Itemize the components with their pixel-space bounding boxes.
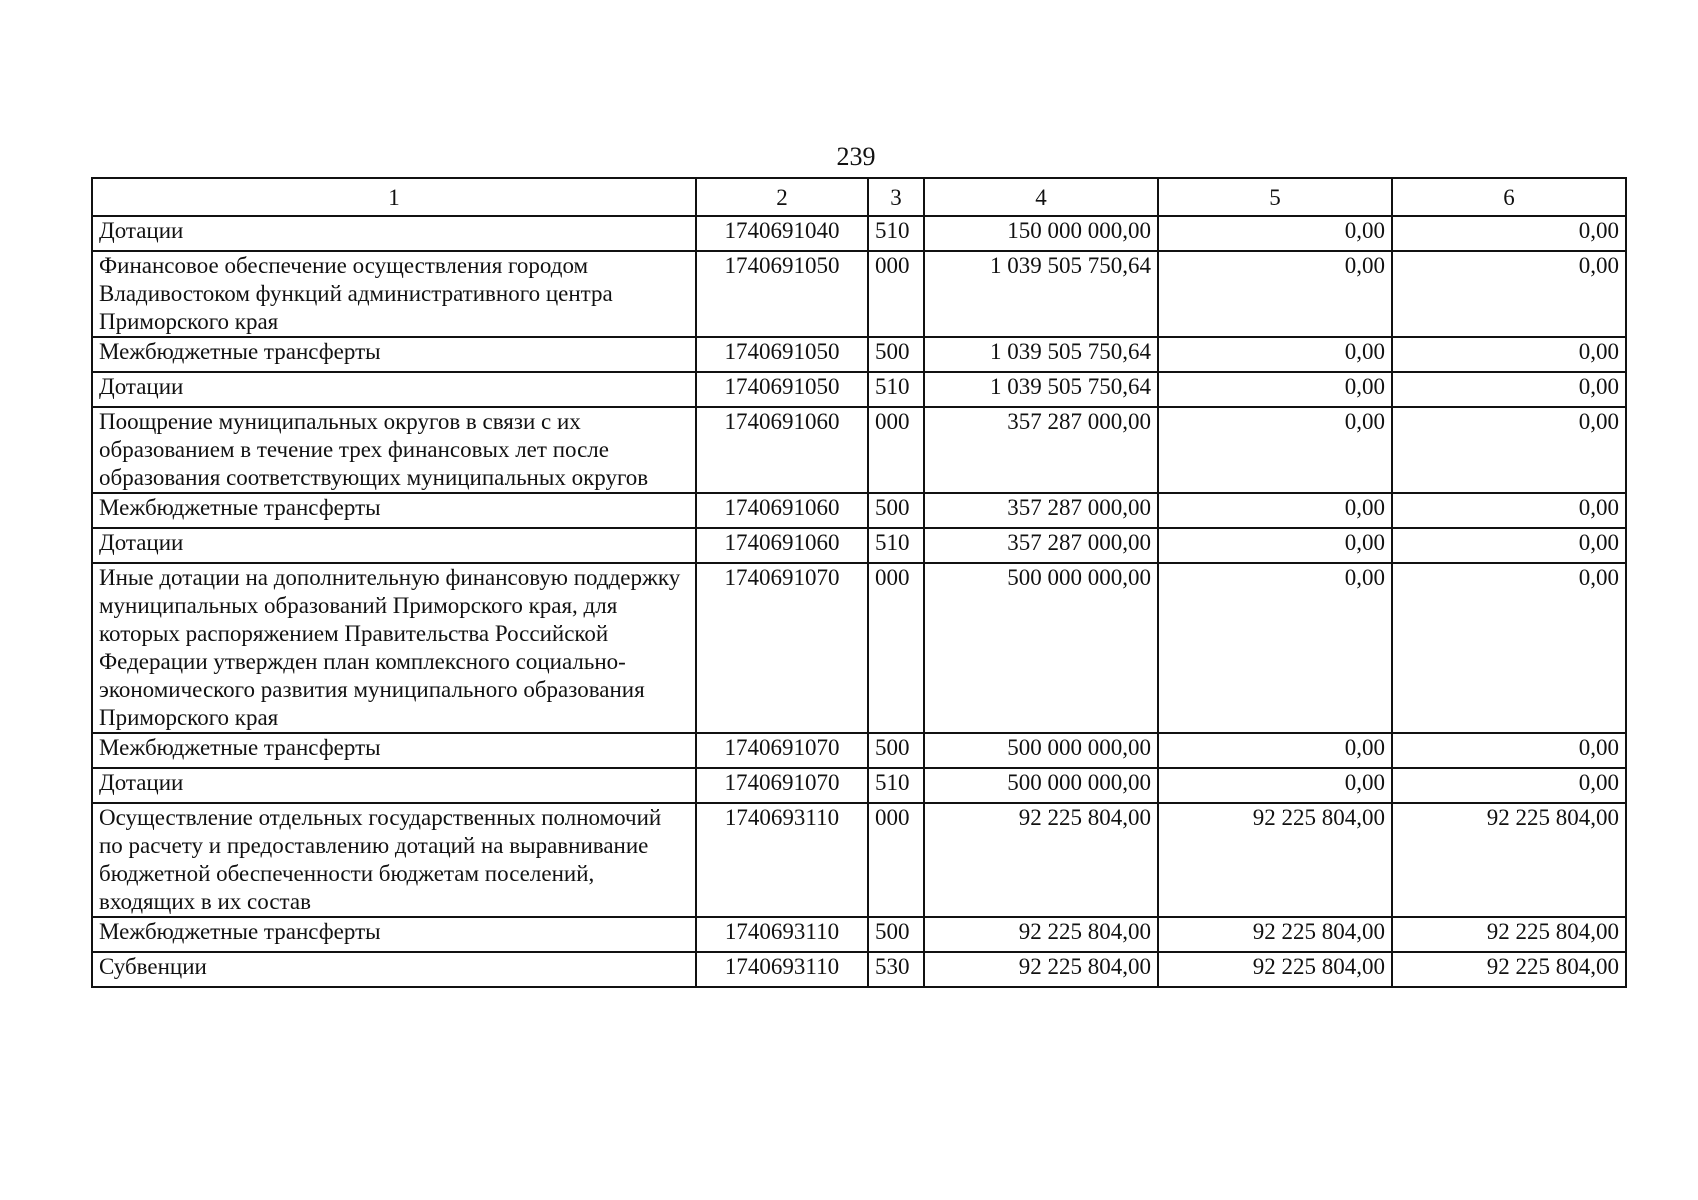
row-value-4: 150 000 000,00 — [924, 216, 1158, 251]
row-code: 1740691040 — [696, 216, 868, 251]
row-value-5: 0,00 — [1158, 768, 1392, 803]
table-row — [92, 528, 1626, 563]
row-name: Поощрение муниципальных округов в связи с их образованием в течение трех финансовых лет после образования соответствующих муниципальных округов — [92, 407, 696, 493]
table-row — [92, 372, 1626, 407]
row-code: 1740691060 — [696, 407, 868, 493]
row-value-5: 92 225 804,00 — [1158, 803, 1392, 917]
row-type: 510 — [868, 528, 924, 563]
row-value-4: 92 225 804,00 — [924, 803, 1158, 917]
row-type: 510 — [868, 216, 924, 251]
row-value-5: 0,00 — [1158, 407, 1392, 493]
row-type: 510 — [868, 372, 924, 407]
row-type: 000 — [868, 407, 924, 493]
row-value-4: 500 000 000,00 — [924, 563, 1158, 733]
row-code: 1740691050 — [696, 251, 868, 337]
row-name: Дотации — [92, 216, 696, 251]
row-value-4: 92 225 804,00 — [924, 952, 1158, 987]
row-value-5: 0,00 — [1158, 528, 1392, 563]
row-value-4: 357 287 000,00 — [924, 407, 1158, 493]
row-name: Субвенции — [92, 952, 696, 987]
row-value-4: 1 039 505 750,64 — [924, 251, 1158, 337]
row-name: Осуществление отдельных государственных полномочий по расчету и предоставлению дотаций на выравнивание бюджетной обеспеченности бюджетам поселений, входящих в их состав — [92, 803, 696, 917]
row-value-5: 0,00 — [1158, 216, 1392, 251]
budget-table — [91, 177, 1627, 988]
row-type: 530 — [868, 952, 924, 987]
row-name: Межбюджетные трансферты — [92, 733, 696, 768]
table-row — [92, 733, 1626, 768]
table-row — [92, 952, 1626, 987]
row-value-5: 92 225 804,00 — [1158, 917, 1392, 952]
row-value-6: 0,00 — [1392, 407, 1626, 493]
row-type: 000 — [868, 251, 924, 337]
row-type: 500 — [868, 917, 924, 952]
row-value-4: 92 225 804,00 — [924, 917, 1158, 952]
row-value-5: 92 225 804,00 — [1158, 952, 1392, 987]
row-name: Дотации — [92, 372, 696, 407]
column-header-1: 1 — [92, 178, 696, 216]
row-code: 1740691060 — [696, 528, 868, 563]
column-header-2: 2 — [696, 178, 868, 216]
row-value-6: 92 225 804,00 — [1392, 952, 1626, 987]
row-type: 500 — [868, 493, 924, 528]
column-header-3: 3 — [868, 178, 924, 216]
row-value-6: 0,00 — [1392, 493, 1626, 528]
row-name: Межбюджетные трансферты — [92, 337, 696, 372]
row-value-6: 0,00 — [1392, 563, 1626, 733]
row-name: Дотации — [92, 528, 696, 563]
row-value-5: 0,00 — [1158, 372, 1392, 407]
row-value-6: 0,00 — [1392, 528, 1626, 563]
row-code: 1740691050 — [696, 372, 868, 407]
row-code: 1740691070 — [696, 768, 868, 803]
column-header-6: 6 — [1392, 178, 1626, 216]
row-value-6: 0,00 — [1392, 337, 1626, 372]
row-value-6: 92 225 804,00 — [1392, 917, 1626, 952]
row-value-6: 0,00 — [1392, 768, 1626, 803]
row-value-4: 1 039 505 750,64 — [924, 372, 1158, 407]
row-code: 1740693110 — [696, 952, 868, 987]
row-value-6: 0,00 — [1392, 372, 1626, 407]
row-code: 1740691050 — [696, 337, 868, 372]
row-value-4: 357 287 000,00 — [924, 528, 1158, 563]
row-value-4: 1 039 505 750,64 — [924, 337, 1158, 372]
row-value-6: 0,00 — [1392, 216, 1626, 251]
row-name: Межбюджетные трансферты — [92, 917, 696, 952]
row-type: 000 — [868, 803, 924, 917]
row-value-5: 0,00 — [1158, 251, 1392, 337]
row-name: Финансовое обеспечение осуществления городом Владивостоком функций административного центра Приморского края — [92, 251, 696, 337]
row-value-4: 500 000 000,00 — [924, 768, 1158, 803]
row-type: 000 — [868, 563, 924, 733]
row-code: 1740693110 — [696, 803, 868, 917]
row-type: 510 — [868, 768, 924, 803]
row-value-5: 0,00 — [1158, 733, 1392, 768]
row-value-6: 0,00 — [1392, 733, 1626, 768]
row-type: 500 — [868, 733, 924, 768]
table-row — [92, 917, 1626, 952]
table-row — [92, 337, 1626, 372]
table-row — [92, 493, 1626, 528]
column-header-4: 4 — [924, 178, 1158, 216]
row-value-5: 0,00 — [1158, 563, 1392, 733]
row-value-5: 0,00 — [1158, 493, 1392, 528]
page-number: 239 — [836, 142, 876, 171]
row-code: 1740691070 — [696, 733, 868, 768]
table-row — [92, 216, 1626, 251]
table-row — [92, 251, 1626, 337]
table-row — [92, 768, 1626, 803]
table-row — [92, 803, 1626, 917]
row-code: 1740691060 — [696, 493, 868, 528]
row-code: 1740691070 — [696, 563, 868, 733]
row-value-4: 500 000 000,00 — [924, 733, 1158, 768]
row-code: 1740693110 — [696, 917, 868, 952]
table-row — [92, 407, 1626, 493]
row-name: Дотации — [92, 768, 696, 803]
table-row — [92, 563, 1626, 733]
table-header-row — [92, 178, 1626, 216]
column-header-5: 5 — [1158, 178, 1392, 216]
row-name: Межбюджетные трансферты — [92, 493, 696, 528]
row-name: Иные дотации на дополнительную финансовую поддержку муниципальных образований Приморского края, для которых распоряжением Правительства Российской Федерации утвержден план комплексного социально-экономического развития муниципального образования Приморского края — [92, 563, 696, 733]
row-type: 500 — [868, 337, 924, 372]
row-value-6: 0,00 — [1392, 251, 1626, 337]
row-value-6: 92 225 804,00 — [1392, 803, 1626, 917]
row-value-5: 0,00 — [1158, 337, 1392, 372]
row-value-4: 357 287 000,00 — [924, 493, 1158, 528]
